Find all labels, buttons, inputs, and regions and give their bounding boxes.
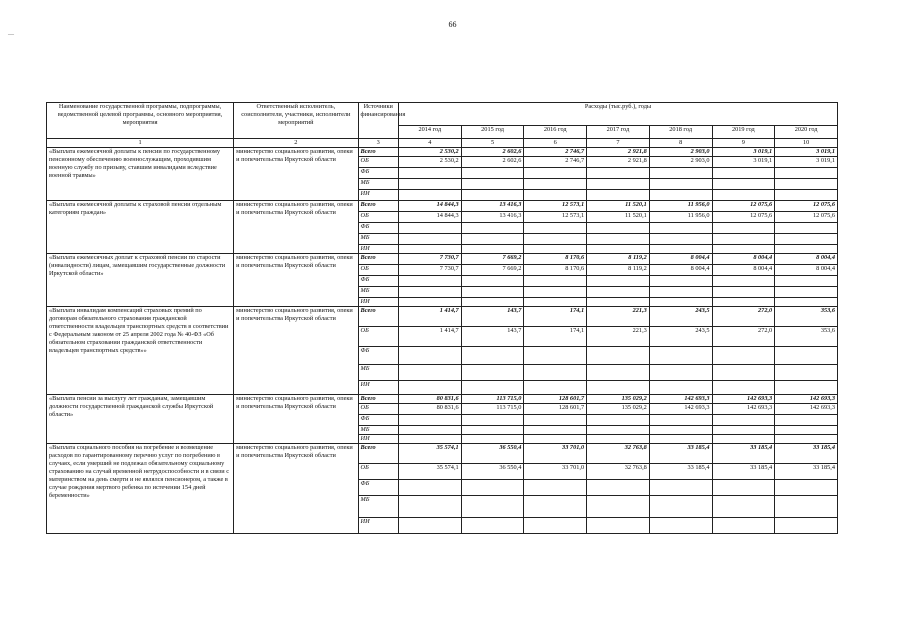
empty-value [712, 190, 775, 201]
empty-value [461, 435, 524, 444]
table-row [47, 148, 838, 157]
funding-source: ФБ [358, 347, 398, 365]
empty-value [775, 190, 838, 201]
ob-value: 11 956,0 [649, 212, 712, 223]
empty-value [587, 365, 650, 381]
ob-value: 142 693,3 [649, 404, 712, 415]
empty-value [775, 245, 838, 254]
measure-name: «Выплата пенсии за выслугу лет гражданам, замещавшим должности государственной гражданской службы Иркутской области» [47, 395, 234, 444]
funding-source: Всего [358, 395, 398, 404]
table-row [47, 395, 838, 404]
ob-value: 13 416,3 [461, 212, 524, 223]
empty-value [524, 415, 587, 426]
empty-value [649, 245, 712, 254]
empty-value [524, 168, 587, 179]
total-value: 3 019,1 [775, 148, 838, 157]
empty-value [587, 223, 650, 234]
empty-value [398, 518, 461, 534]
ob-value: 33 185,4 [712, 464, 775, 480]
ob-value: 7 669,2 [461, 265, 524, 276]
empty-value [587, 190, 650, 201]
empty-value [398, 365, 461, 381]
empty-value [712, 223, 775, 234]
empty-value [398, 223, 461, 234]
funding-source: ИИ [358, 518, 398, 534]
total-value: 8 004,4 [649, 254, 712, 265]
header-year: 2018 год [649, 126, 712, 139]
empty-value [649, 190, 712, 201]
ob-value: 2 530,2 [398, 157, 461, 168]
empty-value [712, 496, 775, 518]
empty-value [398, 168, 461, 179]
empty-value [712, 381, 775, 395]
empty-value [524, 276, 587, 287]
funding-source: ОБ [358, 404, 398, 415]
empty-value [461, 223, 524, 234]
empty-value [461, 245, 524, 254]
executor: министерство социального развития, опеки и попечительства Иркутской области [234, 395, 358, 444]
column-number: 3 [358, 139, 398, 148]
empty-value [649, 347, 712, 365]
empty-value [775, 365, 838, 381]
empty-value [712, 245, 775, 254]
empty-value [587, 179, 650, 190]
empty-value [649, 381, 712, 395]
total-value: 33 185,4 [712, 444, 775, 464]
empty-value [649, 496, 712, 518]
funding-source: ФБ [358, 276, 398, 287]
empty-value [712, 365, 775, 381]
total-value: 113 715,0 [461, 395, 524, 404]
empty-value [587, 415, 650, 426]
total-value: 32 763,8 [587, 444, 650, 464]
empty-value [398, 496, 461, 518]
ob-value: 36 550,4 [461, 464, 524, 480]
total-value: 143,7 [461, 307, 524, 327]
header-year: 2015 год [461, 126, 524, 139]
total-value: 36 550,4 [461, 444, 524, 464]
total-value: 33 701,0 [524, 444, 587, 464]
empty-value [712, 179, 775, 190]
total-value: 8 119,2 [587, 254, 650, 265]
funding-source: ФБ [358, 168, 398, 179]
ob-value: 7 730,7 [398, 265, 461, 276]
empty-value [587, 287, 650, 298]
header-expenses: Расходы (тыс.руб.), годы [398, 103, 837, 126]
empty-value [775, 179, 838, 190]
table-row [47, 254, 838, 265]
funding-source: ОБ [358, 212, 398, 223]
empty-value [775, 298, 838, 307]
table-row [47, 201, 838, 212]
funding-source: ИИ [358, 298, 398, 307]
total-value: 142 693,3 [712, 395, 775, 404]
column-number: 5 [461, 139, 524, 148]
funding-source: Всего [358, 254, 398, 265]
empty-value [524, 480, 587, 496]
total-value: 174,1 [524, 307, 587, 327]
empty-value [461, 276, 524, 287]
empty-value [649, 435, 712, 444]
empty-value [461, 426, 524, 435]
empty-value [461, 518, 524, 534]
empty-value [712, 415, 775, 426]
header-year: 2017 год [587, 126, 650, 139]
total-value: 2 602,6 [461, 148, 524, 157]
empty-value [712, 347, 775, 365]
empty-value [649, 276, 712, 287]
empty-value [587, 276, 650, 287]
ob-value: 113 715,0 [461, 404, 524, 415]
empty-value [587, 245, 650, 254]
funding-source: ИИ [358, 190, 398, 201]
empty-value [775, 415, 838, 426]
empty-value [649, 426, 712, 435]
empty-value [587, 426, 650, 435]
empty-value [775, 518, 838, 534]
ob-value: 8 004,4 [649, 265, 712, 276]
ob-value: 143,7 [461, 327, 524, 347]
total-value: 2 746,7 [524, 148, 587, 157]
empty-value [649, 415, 712, 426]
executor: министерство социального развития, опеки и попечительства Иркутской области [234, 444, 358, 534]
column-number: 2 [234, 139, 358, 148]
empty-value [775, 223, 838, 234]
executor: министерство социального развития, опеки и попечительства Иркутской области [234, 201, 358, 254]
total-value: 14 844,3 [398, 201, 461, 212]
measure-name: «Выплата ежемесячных доплат к страховой пенсии по старости (инвалидности) лицам, замещавшим государственные должности Иркутской области» [47, 254, 234, 307]
funding-source: Всего [358, 444, 398, 464]
funding-source: МБ [358, 496, 398, 518]
ob-value: 12 075,6 [712, 212, 775, 223]
empty-value [775, 496, 838, 518]
empty-value [461, 480, 524, 496]
empty-value [775, 276, 838, 287]
empty-value [587, 496, 650, 518]
total-value: 12 075,6 [775, 201, 838, 212]
empty-value [461, 287, 524, 298]
funding-source: Всего [358, 307, 398, 327]
empty-value [524, 347, 587, 365]
header-year: 2014 год [398, 126, 461, 139]
measure-name: «Выплата ежемесячной доплаты к пенсии по государственному пенсионному обеспечению военнослужащим, проходившим военную службу по призыву, ставшим инвалидами вследствие военной травмы» [47, 148, 234, 201]
column-number: 10 [775, 139, 838, 148]
empty-value [524, 190, 587, 201]
empty-value [461, 415, 524, 426]
total-value: 8 004,4 [775, 254, 838, 265]
empty-value [587, 168, 650, 179]
measure-name: «Выплата ежемесячной доплаты к страховой пенсии отдельным категориям граждан» [47, 201, 234, 254]
total-value: 33 185,4 [775, 444, 838, 464]
ob-value: 33 701,0 [524, 464, 587, 480]
column-number: 6 [524, 139, 587, 148]
column-number: 7 [587, 139, 650, 148]
ob-value: 3 019,1 [712, 157, 775, 168]
header-year: 2019 год [712, 126, 775, 139]
ob-value: 272,0 [712, 327, 775, 347]
empty-value [398, 347, 461, 365]
funding-source: МБ [358, 426, 398, 435]
empty-value [775, 168, 838, 179]
funding-source: ОБ [358, 265, 398, 276]
ob-value: 35 574,1 [398, 464, 461, 480]
header-year: 2020 год [775, 126, 838, 139]
table-row [47, 444, 838, 464]
empty-value [524, 223, 587, 234]
measure-name: «Выплата инвалидам компенсаций страховых премий по договорам обязательного страхования гражданской ответственности владельцев транспортных средств в соответствии с Федеральным законом от 25 апреля 2002 года № 40-ФЗ «Об обязательном страховании гражданской ответственности владельцев транспортных средств»» [47, 307, 234, 395]
funding-source: Всего [358, 148, 398, 157]
total-value: 142 693,3 [649, 395, 712, 404]
empty-value [587, 234, 650, 245]
empty-value [649, 234, 712, 245]
empty-value [775, 234, 838, 245]
ob-value: 14 844,3 [398, 212, 461, 223]
ob-value: 2 602,6 [461, 157, 524, 168]
total-value: 12 075,6 [712, 201, 775, 212]
empty-value [461, 234, 524, 245]
empty-value [712, 234, 775, 245]
total-value: 3 019,1 [712, 148, 775, 157]
empty-value [649, 365, 712, 381]
total-value: 8 170,6 [524, 254, 587, 265]
empty-value [775, 381, 838, 395]
ob-value: 2 921,8 [587, 157, 650, 168]
empty-value [461, 347, 524, 365]
total-value: 135 029,2 [587, 395, 650, 404]
ob-value: 2 903,0 [649, 157, 712, 168]
empty-value [587, 518, 650, 534]
ob-value: 3 019,1 [775, 157, 838, 168]
empty-value [398, 381, 461, 395]
total-value: 8 004,4 [712, 254, 775, 265]
total-value: 1 414,7 [398, 307, 461, 327]
empty-value [398, 179, 461, 190]
total-value: 11 956,0 [649, 201, 712, 212]
total-value: 12 573,1 [524, 201, 587, 212]
column-number: 4 [398, 139, 461, 148]
empty-value [398, 276, 461, 287]
empty-value [524, 234, 587, 245]
header-name: Наименование государственной программы, подпрограммы, ведомственной целевой программы, основного мероприятия, мероприятия [47, 103, 234, 139]
empty-value [649, 480, 712, 496]
empty-value [712, 435, 775, 444]
empty-value [461, 190, 524, 201]
ob-value: 8 004,4 [775, 265, 838, 276]
empty-value [712, 168, 775, 179]
empty-value [461, 496, 524, 518]
header-executor: Ответственный исполнитель, соисполнители, участники, исполнители мероприятий [234, 103, 358, 139]
empty-value [712, 480, 775, 496]
funding-source: МБ [358, 365, 398, 381]
header-year: 2016 год [524, 126, 587, 139]
empty-value [524, 298, 587, 307]
funding-source: МБ [358, 287, 398, 298]
empty-value [524, 365, 587, 381]
funding-source: Всего [358, 201, 398, 212]
empty-value [398, 298, 461, 307]
ob-value: 135 029,2 [587, 404, 650, 415]
funding-source: МБ [358, 234, 398, 245]
empty-value [524, 179, 587, 190]
total-value: 243,5 [649, 307, 712, 327]
empty-value [398, 287, 461, 298]
executor: министерство социального развития, опеки и попечительства Иркутской области [234, 254, 358, 307]
empty-value [524, 435, 587, 444]
empty-value [775, 435, 838, 444]
funding-source: ИИ [358, 381, 398, 395]
empty-value [775, 426, 838, 435]
ob-value: 2 746,7 [524, 157, 587, 168]
empty-value [398, 234, 461, 245]
empty-value [775, 287, 838, 298]
ob-value: 243,5 [649, 327, 712, 347]
column-number: 1 [47, 139, 234, 148]
empty-value [587, 298, 650, 307]
empty-value [775, 347, 838, 365]
ob-value: 80 831,6 [398, 404, 461, 415]
funding-source: ИИ [358, 435, 398, 444]
total-value: 80 831,6 [398, 395, 461, 404]
funding-source: ИИ [358, 245, 398, 254]
ob-value: 8 170,6 [524, 265, 587, 276]
ob-value: 33 185,4 [649, 464, 712, 480]
empty-value [461, 168, 524, 179]
total-value: 11 520,1 [587, 201, 650, 212]
total-value: 2 903,0 [649, 148, 712, 157]
column-number: 9 [712, 139, 775, 148]
ob-value: 8 004,4 [712, 265, 775, 276]
empty-value [712, 276, 775, 287]
ob-value: 12 075,6 [775, 212, 838, 223]
empty-value [712, 298, 775, 307]
total-value: 33 185,4 [649, 444, 712, 464]
funding-source: ОБ [358, 327, 398, 347]
margin-mark: — [8, 32, 14, 38]
ob-value: 33 185,4 [775, 464, 838, 480]
funding-source: МБ [358, 179, 398, 190]
empty-value [461, 381, 524, 395]
header-source: Источники финансирования [358, 103, 398, 139]
column-number: 8 [649, 139, 712, 148]
empty-value [712, 426, 775, 435]
measure-name: «Выплата социального пособия на погребение и возмещение расходов по гарантированному перечню услуг по погребению в случаях, если умерший не подлежал обязательному социальному страхованию на случай временной нетрудоспособности и в связи с материнством на день смерти и не являлся пенсионером, а также в случае рождения мертвого ребенка по истечении 154 дней беременности» [47, 444, 234, 534]
total-value: 2 921,8 [587, 148, 650, 157]
empty-value [524, 426, 587, 435]
total-value: 7 730,7 [398, 254, 461, 265]
empty-value [524, 287, 587, 298]
empty-value [649, 287, 712, 298]
empty-value [587, 435, 650, 444]
ob-value: 1 414,7 [398, 327, 461, 347]
table-row [47, 307, 838, 327]
empty-value [398, 480, 461, 496]
ob-value: 12 573,1 [524, 212, 587, 223]
ob-value: 221,3 [587, 327, 650, 347]
empty-value [461, 365, 524, 381]
funding-source: ОБ [358, 464, 398, 480]
empty-value [461, 298, 524, 307]
empty-value [649, 168, 712, 179]
empty-value [649, 518, 712, 534]
empty-value [587, 381, 650, 395]
funding-source: ОБ [358, 157, 398, 168]
empty-value [712, 518, 775, 534]
ob-value: 174,1 [524, 327, 587, 347]
empty-value [775, 480, 838, 496]
total-value: 272,0 [712, 307, 775, 327]
executor: министерство социального развития, опеки и попечительства Иркутской области [234, 307, 358, 395]
empty-value [649, 298, 712, 307]
empty-value [712, 287, 775, 298]
table-body [47, 148, 838, 534]
total-value: 353,6 [775, 307, 838, 327]
total-value: 7 669,2 [461, 254, 524, 265]
funding-source: ФБ [358, 415, 398, 426]
empty-value [587, 347, 650, 365]
empty-value [398, 245, 461, 254]
page-number: 66 [448, 20, 457, 29]
empty-value [524, 496, 587, 518]
total-value: 142 693,3 [775, 395, 838, 404]
ob-value: 8 119,2 [587, 265, 650, 276]
empty-value [461, 179, 524, 190]
empty-value [649, 179, 712, 190]
funding-source: ФБ [358, 480, 398, 496]
empty-value [524, 381, 587, 395]
empty-value [524, 245, 587, 254]
total-value: 221,3 [587, 307, 650, 327]
ob-value: 142 693,3 [712, 404, 775, 415]
ob-value: 128 601,7 [524, 404, 587, 415]
empty-value [398, 435, 461, 444]
empty-value [524, 518, 587, 534]
ob-value: 32 763,8 [587, 464, 650, 480]
budget-table [46, 102, 838, 534]
funding-source: ФБ [358, 223, 398, 234]
total-value: 2 530,2 [398, 148, 461, 157]
empty-value [587, 480, 650, 496]
executor: министерство социального развития, опеки и попечительства Иркутской области [234, 148, 358, 201]
total-value: 13 416,3 [461, 201, 524, 212]
ob-value: 353,6 [775, 327, 838, 347]
empty-value [398, 415, 461, 426]
empty-value [649, 223, 712, 234]
total-value: 35 574,1 [398, 444, 461, 464]
ob-value: 142 693,3 [775, 404, 838, 415]
empty-value [398, 190, 461, 201]
total-value: 128 601,7 [524, 395, 587, 404]
ob-value: 11 520,1 [587, 212, 650, 223]
empty-value [398, 426, 461, 435]
